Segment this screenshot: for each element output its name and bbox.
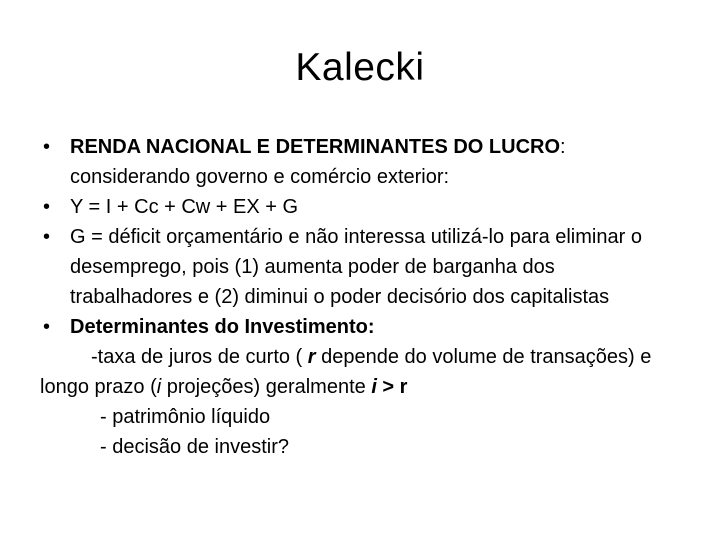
taxa-juros-r: r: [307, 346, 316, 368]
equation-text: Y = I + Cc + Cw + EX + G: [70, 196, 299, 218]
taxa-juros-part1: -taxa de juros de curto (: [91, 346, 308, 368]
comparison-i: i: [371, 376, 377, 398]
bullet-dot-icon: •: [43, 316, 51, 338]
paragraph-patrimonio: - patrimônio líquido: [100, 406, 271, 428]
slide-title: Kalecki: [295, 46, 425, 89]
taxa-juros-part2: depende do volume de transações) e longo prazo (: [40, 346, 652, 398]
bullet-heading-investimento: Determinantes do Investimento:: [70, 316, 375, 338]
bullet-item-deficit: [40, 222, 680, 312]
slide-body: [40, 132, 680, 462]
paragraph-decisao: - decisão de investir?: [100, 436, 289, 458]
comparison-r: r: [399, 376, 408, 398]
bullet-item-equation: [40, 192, 680, 222]
paragraph-taxa-juros: [40, 342, 680, 402]
comparison-operator: >: [376, 376, 400, 398]
bullet-dot-icon: •: [43, 136, 51, 158]
bullet-dot-icon: •: [43, 196, 51, 218]
taxa-juros-part3: projeções) geralmente: [161, 376, 372, 398]
taxa-juros-i: i: [156, 376, 162, 398]
bullet-heading-renda: RENDA NACIONAL E DETERMINANTES DO LUCRO: [70, 136, 561, 158]
bullet-item-renda-nacional: [40, 132, 680, 192]
bullet-text-renda: : considerando governo e comércio exterior:: [70, 136, 566, 188]
bullet-dot-icon: •: [43, 226, 51, 248]
bullet-item-investimento: [40, 312, 680, 342]
deficit-text: G = déficit orçamentário e não interessa utilizá-lo para eliminar o desemprego, pois (1) aumenta poder de barganha dos trabalhadores e (2) diminui o poder decisório dos capitalistas: [70, 226, 642, 308]
